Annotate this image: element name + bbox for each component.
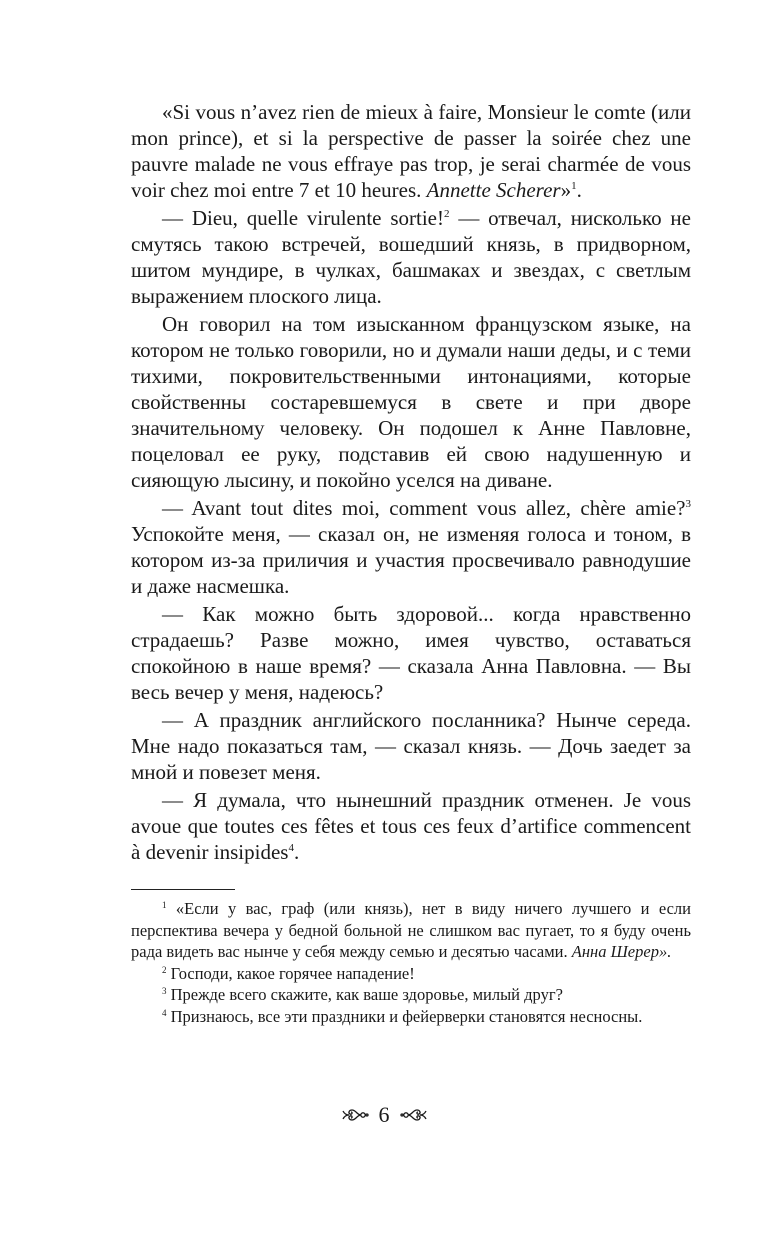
signature-annette-scherer: Annette Scherer: [426, 178, 561, 202]
main-text: [131, 99, 691, 867]
page-folio: [0, 1100, 768, 1130]
scroll-ornament-icon: [400, 1105, 428, 1125]
page-number: 6: [378, 1102, 390, 1127]
paragraph-4: — Avant tout dites moi, comment vous allez, chère amie?$^3$ Успокойте меня, — сказал он, не изменяя голоса и тоном, в котором из-за приличия и участия просвечивало равнодушие и даже насмешка.: [131, 496, 691, 598]
paragraph-1: «Si vous n’avez rien de mieux à faire, Monsieur le comte (или mon prince), et si la perspective de passer la soirée chez une pauvre malade ne vous effraye pas trop, je serai charmée de vous voir chez moi entre 7 et 10 heures. Annette Scherer»$^1$.: [131, 100, 691, 202]
footnote-signature: Анна Шерер».: [571, 942, 672, 961]
footnote-4: $^4$ Признаюсь, все эти праздники и фейерверки становятся несносны.: [162, 1006, 643, 1026]
footnotes: [131, 898, 691, 1027]
footnote-ref-3[interactable]: 3: [685, 498, 691, 510]
footnote-ref-2[interactable]: 2: [443, 208, 450, 220]
footnote-divider: [131, 889, 235, 890]
footnote-ref-1[interactable]: 1: [571, 180, 577, 192]
paragraph-2: — Dieu, quelle virulente sortie!$^2$ — отвечал, нисколько не смутясь такою встречей, вошедший князь, в придворном, шитом мундире, в чулках, башмаках и звездах, с светлым выражением плоского лица.: [131, 206, 691, 308]
paragraph-6: — А праздник английского посланника? Нынче середа. Мне надо показаться там, — сказал князь. — Дочь заедет за мной и повезет меня.: [131, 708, 691, 784]
paragraph-7: — Я думала, что нынешний праздник отменен. Je vous avoue que toutes ces fêtes et tous ces feux d’artifice commencent à devenir insipides$^4$.: [131, 788, 691, 864]
footnote-2: $^2$ Господи, какое горячее нападение!: [162, 963, 415, 983]
footnote-3: $^3$ Прежде всего скажите, как ваше здоровье, милый друг?: [162, 985, 563, 1004]
footnote-ref-4[interactable]: 4: [288, 842, 294, 854]
scroll-ornament-icon: [341, 1105, 369, 1125]
footnote-1: $^1$ «Если у вас, граф (или князь), нет в виду ничего лучшего и если перспектива вечера у бедной больной не слишком вас пугает, то я буду очень рада видеть вас нынче у себя между семью и десятью часами. Анна Шерер».: [131, 899, 691, 961]
paragraph-3: Он говорил на том изысканном французском языке, на котором не только говорили, но и думали наши деды, и с теми тихими, покровительственными интонациями, которые свойственны состаревшемуся в свете и при дворе значительному человеку. Он подошел к Анне Павловне, поцеловал ее руку, подставив ей свою надушенную и сияющую лысину, и покойно уселся на диване.: [131, 312, 691, 492]
paragraph-5: — Как можно быть здоровой... когда нравственно страдаешь? Разве можно, имея чувство, оставаться спокойною в наше время? — сказала Анна Павловна. — Вы весь вечер у меня, надеюсь?: [131, 602, 691, 704]
